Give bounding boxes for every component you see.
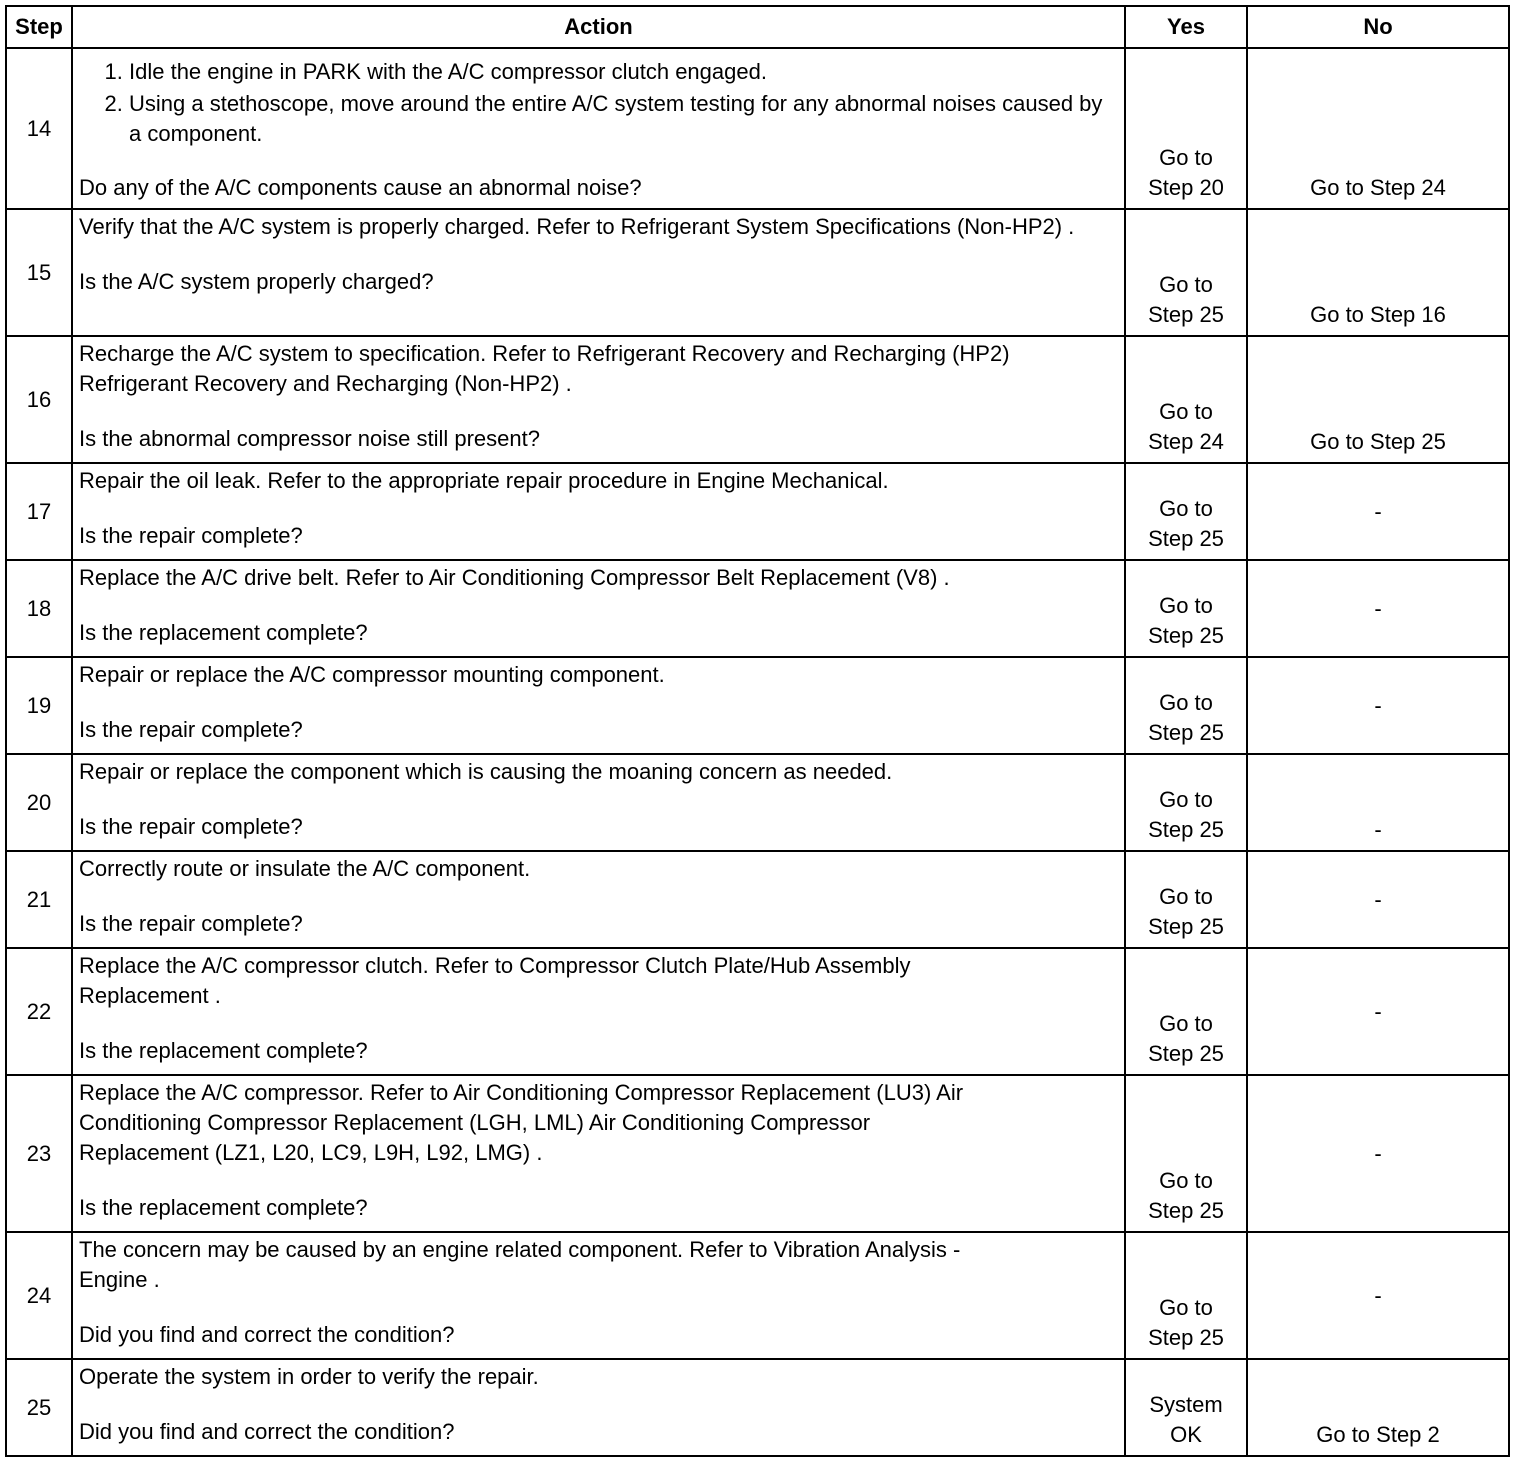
table-row [6,560,1509,657]
table-row [6,1232,1509,1359]
header-row [6,6,1509,48]
action-text: Recharge the A/C system to specification. Refer to Refrigerant Recovery and Recharging (HP2) Refrigerant Recovery and Recharging (Non-HP2) . [79,341,1010,396]
yes-result: Go to Step 25 [1125,1075,1247,1232]
no-result: - [1247,948,1509,1075]
step-number: 18 [6,560,72,657]
yes-result: Go to Step 25 [1125,948,1247,1075]
action-cell [72,1075,1125,1232]
table-row [6,657,1509,754]
action-question: Is the repair complete? [79,911,303,936]
action-question: Did you find and correct the condition? [79,1419,455,1444]
action-text: Correctly route or insulate the A/C component. [79,856,531,881]
action-cell [72,560,1125,657]
action-question: Do any of the A/C components cause an abnormal noise? [79,175,642,200]
action-list-item: 1. Idle the engine in PARK with the A/C compressor clutch engaged. [129,57,1116,87]
header-step: Step [6,6,72,48]
action-cell [72,336,1125,463]
step-number: 21 [6,851,72,948]
yes-result: System OK [1125,1359,1247,1456]
yes-result: Go to Step 20 [1125,48,1247,209]
action-text: The concern may be caused by an engine related component. Refer to Vibration Analysis - Engine . [79,1237,961,1292]
action-text: Repair the oil leak. Refer to the appropriate repair procedure in Engine Mechanical. [79,468,889,493]
no-result: - [1247,560,1509,657]
step-number: 19 [6,657,72,754]
no-result: Go to Step 24 [1247,48,1509,209]
action-text: Replace the A/C compressor. Refer to Air Conditioning Compressor Replacement (LU3) Air Conditioning Compressor Replacement (LGH, LML) Air Conditioning Compressor Replacement (LZ1, L20, LC9, L9H, L92, LMG) . [79,1080,964,1165]
action-question: Is the A/C system properly charged? [79,269,434,294]
step-number: 20 [6,754,72,851]
step-number: 15 [6,209,72,336]
yes-result: Go to Step 24 [1125,336,1247,463]
action-text: Replace the A/C compressor clutch. Refer to Compressor Clutch Plate/Hub Assembly Replacement . [79,953,911,1008]
no-result: - [1247,1075,1509,1232]
action-text: Verify that the A/C system is properly charged. Refer to Refrigerant System Specifications (Non-HP2) . [79,214,1075,239]
step-number: 17 [6,463,72,560]
yes-result: Go to Step 25 [1125,851,1247,948]
action-cell [72,851,1125,948]
action-question: Is the replacement complete? [79,620,368,645]
action-question: Is the abnormal compressor noise still present? [79,426,540,451]
action-question: Is the repair complete? [79,814,303,839]
no-result: - [1247,463,1509,560]
table-row [6,209,1509,336]
yes-result: Go to Step 25 [1125,463,1247,560]
no-result: - [1247,851,1509,948]
diagnostic-table [5,5,1510,1457]
no-result: - [1247,657,1509,754]
table-row [6,1075,1509,1232]
action-question: Did you find and correct the condition? [79,1322,455,1347]
table-row [6,851,1509,948]
action-cell [72,754,1125,851]
action-question: Is the replacement complete? [79,1195,368,1220]
no-result: - [1247,754,1509,851]
table-row [6,463,1509,560]
action-cell [72,209,1125,336]
no-result: Go to Step 25 [1247,336,1509,463]
action-text: Replace the A/C drive belt. Refer to Air Conditioning Compressor Belt Replacement (V8) . [79,565,950,590]
step-number: 22 [6,948,72,1075]
header-yes: Yes [1125,6,1247,48]
action-question: Is the repair complete? [79,523,303,548]
action-cell [72,463,1125,560]
yes-result: Go to Step 25 [1125,209,1247,336]
action-list [79,57,1116,149]
header-no: No [1247,6,1509,48]
action-cell [72,1359,1125,1456]
no-result: - [1247,1232,1509,1359]
table-row [6,48,1509,209]
action-cell [72,657,1125,754]
yes-result: Go to Step 25 [1125,657,1247,754]
table-row [6,754,1509,851]
action-text: Repair or replace the A/C compressor mounting component. [79,662,665,687]
action-text: Operate the system in order to verify the repair. [79,1364,539,1389]
no-result: Go to Step 2 [1247,1359,1509,1456]
step-number: 25 [6,1359,72,1456]
action-text: Repair or replace the component which is causing the moaning concern as needed. [79,759,893,784]
yes-result: Go to Step 25 [1125,560,1247,657]
table-row [6,948,1509,1075]
step-number: 14 [6,48,72,209]
action-question: Is the repair complete? [79,717,303,742]
action-question: Is the replacement complete? [79,1038,368,1063]
action-cell [72,48,1125,209]
header-action: Action [72,6,1125,48]
step-number: 16 [6,336,72,463]
action-list-item: 2. Using a stethoscope, move around the entire A/C system testing for any abnormal noises caused by a component. [129,89,1116,149]
action-cell [72,1232,1125,1359]
table-row [6,1359,1509,1456]
table-row [6,336,1509,463]
step-number: 24 [6,1232,72,1359]
yes-result: Go to Step 25 [1125,754,1247,851]
step-number: 23 [6,1075,72,1232]
action-cell [72,948,1125,1075]
yes-result: Go to Step 25 [1125,1232,1247,1359]
no-result: Go to Step 16 [1247,209,1509,336]
